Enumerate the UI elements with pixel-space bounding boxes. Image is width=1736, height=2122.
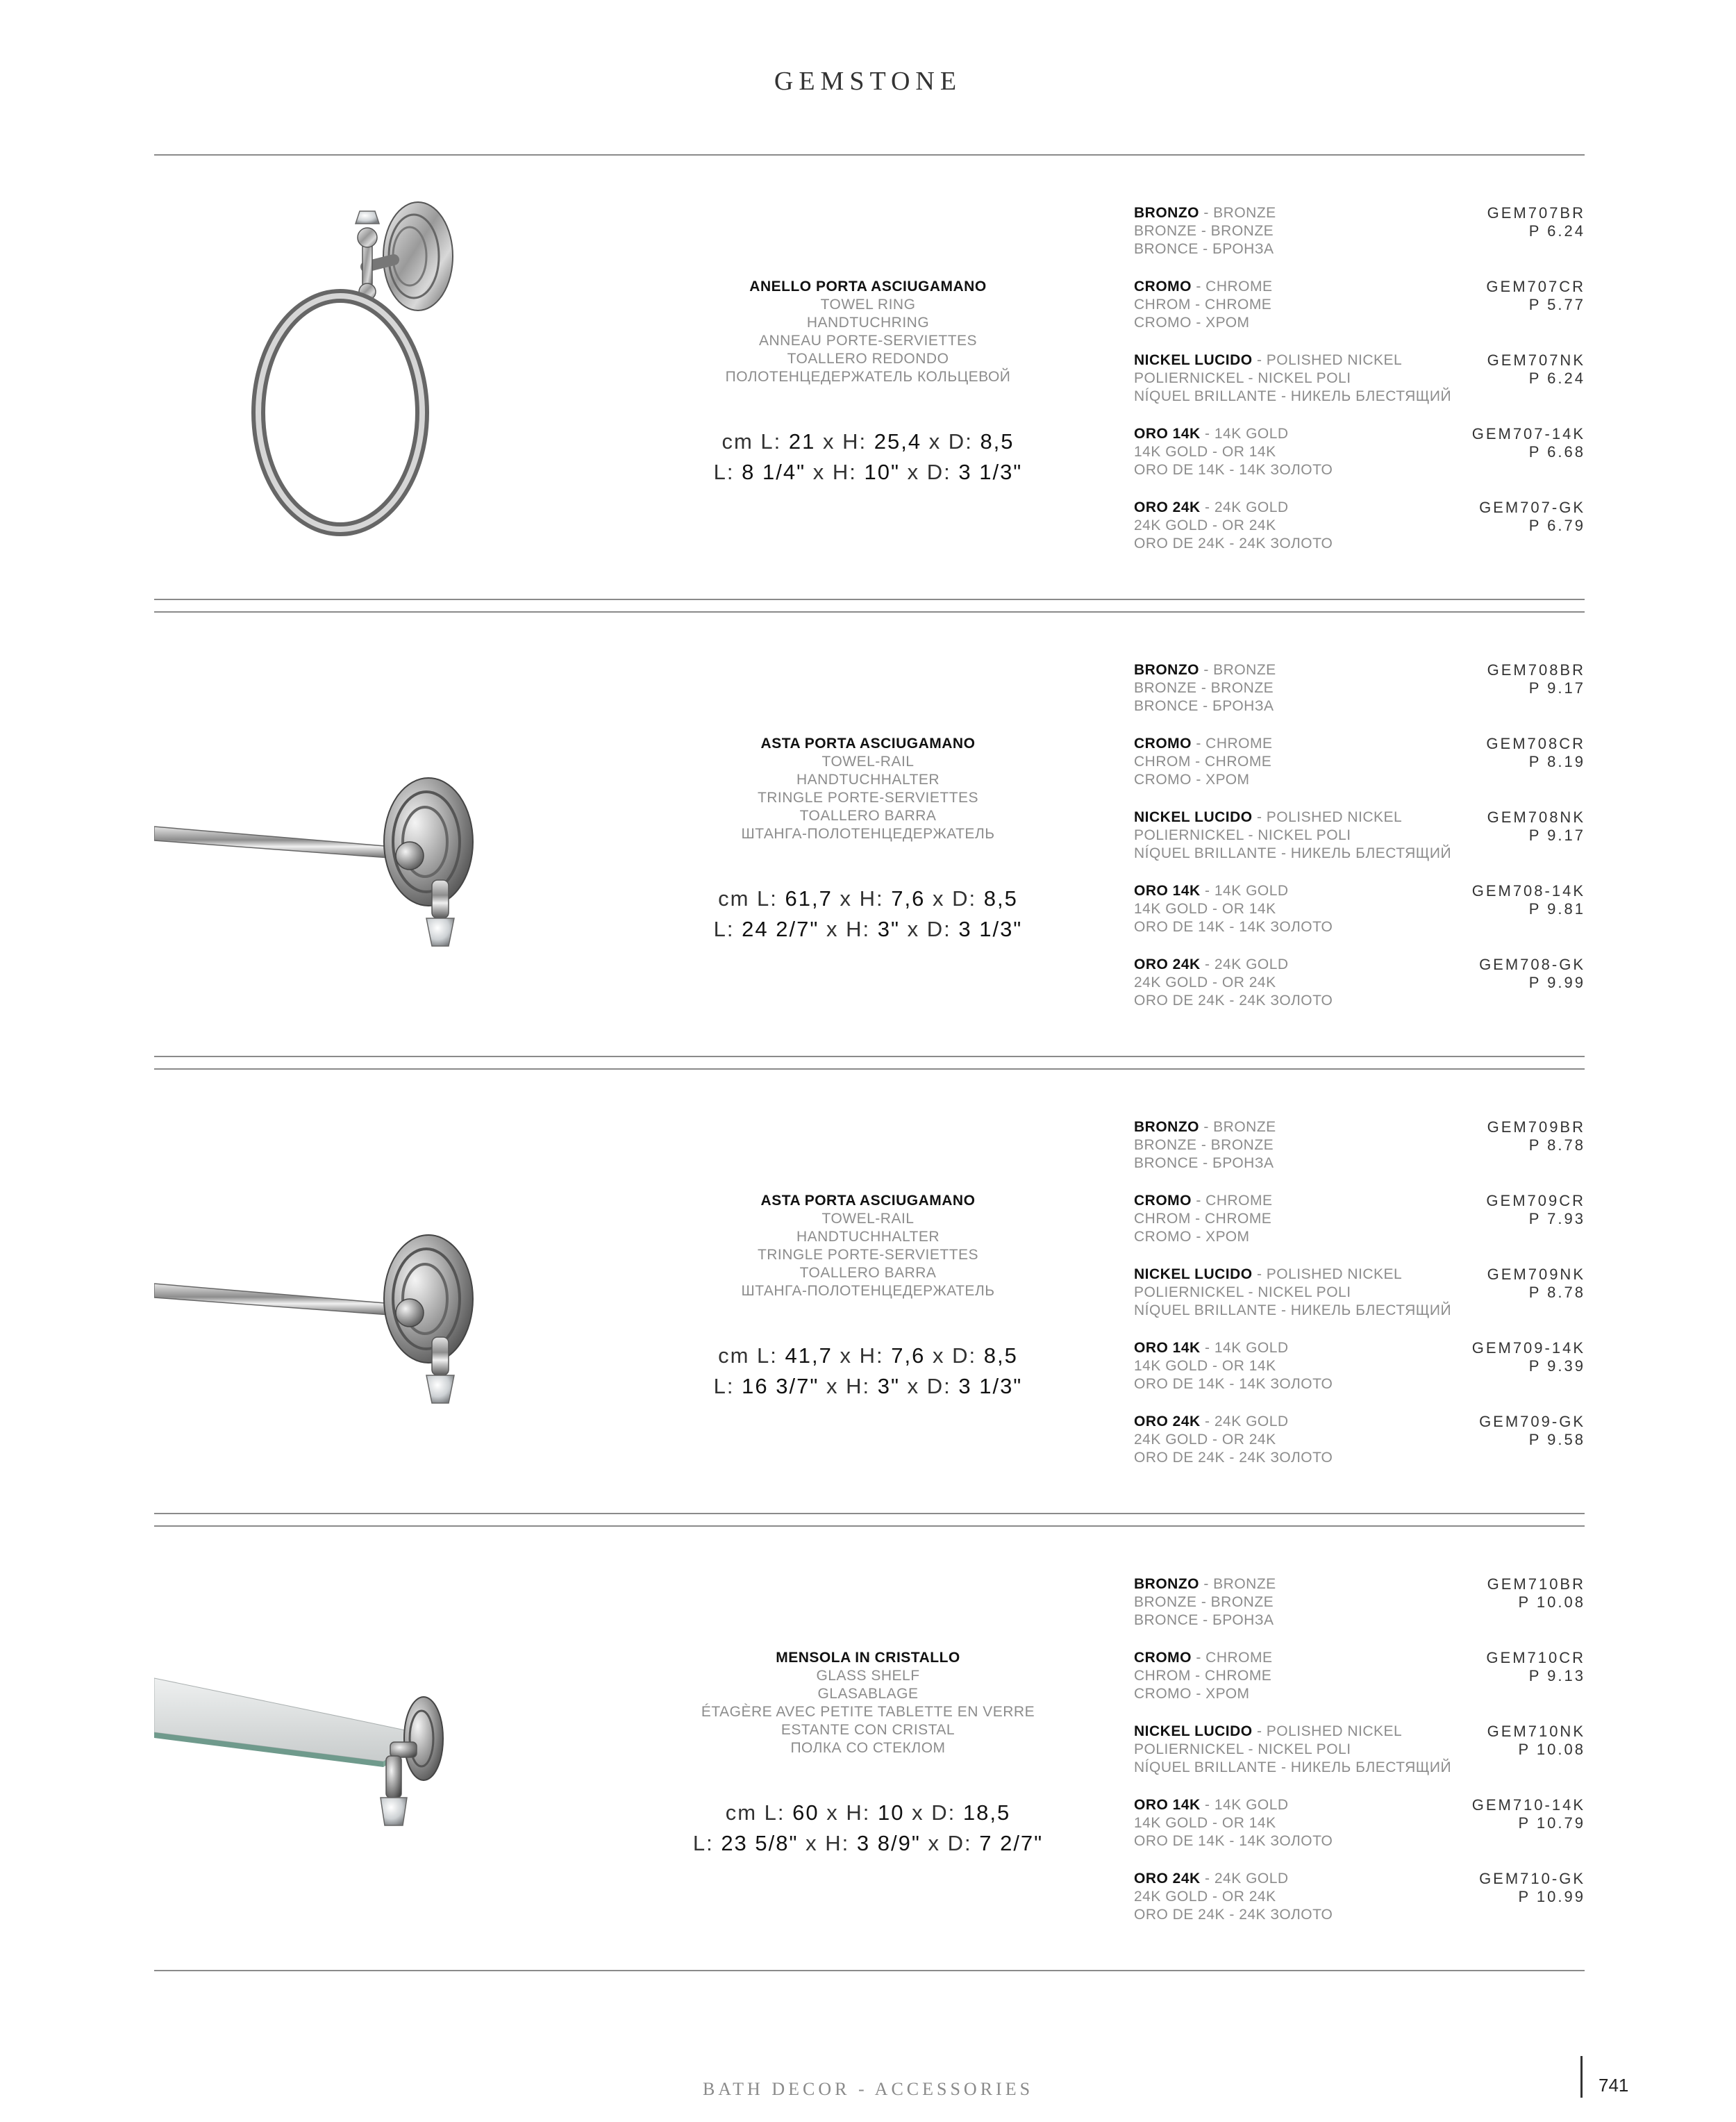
finish-item: CROMO - CHROME CHROM - CHROME CROMO - ХРОМ GEM708CR P 8.19 — [1134, 735, 1585, 788]
dimensions-cm: cm L: 61,7 x H: 7,6 x D: 8,5 — [718, 886, 1018, 911]
product-subtitle: TOWEL-RAIL — [821, 754, 915, 770]
dimensions — [667, 1798, 1069, 1859]
page-number: 741 — [1599, 2075, 1629, 2096]
towel-rail-image — [154, 1070, 585, 1514]
product-subtitle: ESTANTE CON CRISTAL — [781, 1722, 955, 1738]
price: P 9.17 — [1528, 679, 1585, 697]
product-section — [0, 156, 1736, 600]
towel-rail-image — [154, 613, 585, 1057]
product-section — [0, 1070, 1736, 1514]
price: P 6.24 — [1528, 370, 1585, 387]
dimensions-cm: cm L: 21 x H: 25,4 x D: 8,5 — [721, 429, 1015, 454]
price: P 10.79 — [1518, 1814, 1585, 1832]
dimensions-inch: L: 16 3/7" x H: 3" x D: 3 1/3" — [713, 1374, 1023, 1398]
product-code: GEM707-GK — [1479, 499, 1585, 516]
product-code: GEM709-GK — [1479, 1413, 1585, 1430]
product-name: ASTA PORTA ASCIUGAMANO — [760, 1193, 976, 1209]
price: P 9.58 — [1528, 1431, 1585, 1448]
product-code: GEM710-GK — [1479, 1870, 1585, 1887]
dimensions-inch: L: 8 1/4" x H: 10" x D: 3 1/3" — [713, 460, 1023, 484]
price: P 8.78 — [1528, 1284, 1585, 1301]
finish-item: ORO 24K - 24K GOLD 24K GOLD - OR 24K ORO DE 24K - 24K ЗОЛОТО GEM709-GK P 9.58 — [1134, 1413, 1585, 1466]
product-subtitle: TOALLERO BARRA — [799, 808, 937, 824]
finish-item: CROMO - CHROME CHROM - CHROME CROMO - ХРОМ GEM710CR P 9.13 — [1134, 1649, 1585, 1702]
dimensions — [667, 1341, 1069, 1402]
product-subtitle: ШТАНГА-ПОЛОТЕНЦЕДЕРЖАТЕЛЬ — [741, 1283, 995, 1299]
price: P 10.08 — [1518, 1593, 1585, 1611]
finish-item: NICKEL LUCIDO - POLISHED NICKEL POLIERNICKEL - NICKEL POLI NÍQUEL BRILLANTE - НИКЕЛЬ БЛЕСТЯЩИЙ GEM707NK P 6.24 — [1134, 351, 1585, 404]
finish-item: ORO 24K - 24K GOLD 24K GOLD - OR 24K ORO DE 24K - 24K ЗОЛОТО GEM707-GK P 6.79 — [1134, 499, 1585, 552]
product-code: GEM707-14K — [1471, 425, 1585, 442]
price: P 10.99 — [1518, 1888, 1585, 1905]
product-code: GEM708BR — [1487, 661, 1585, 679]
dimensions — [667, 426, 1069, 488]
product-subtitle: HANDTUCHHALTER — [796, 772, 940, 788]
price: P 9.17 — [1528, 827, 1585, 844]
dimensions-inch: L: 24 2/7" x H: 3" x D: 3 1/3" — [713, 917, 1023, 941]
product-subtitle: TOALLERO BARRA — [799, 1265, 937, 1281]
product-code: GEM710BR — [1487, 1575, 1585, 1593]
price: P 9.13 — [1528, 1667, 1585, 1684]
price: P 8.19 — [1528, 753, 1585, 770]
product-code: GEM707BR — [1487, 204, 1585, 222]
product-info — [667, 1070, 1069, 1514]
product-name: MENSOLA IN CRISTALLO — [776, 1650, 960, 1666]
product-code: GEM709BR — [1487, 1118, 1585, 1136]
page-title: GEMSTONE — [774, 67, 962, 96]
dimensions-inch: L: 23 5/8" x H: 3 8/9" x D: 7 2/7" — [692, 1831, 1044, 1855]
price: P 5.77 — [1528, 296, 1585, 313]
finish-item: NICKEL LUCIDO - POLISHED NICKEL POLIERNICKEL - NICKEL POLI NÍQUEL BRILLANTE - НИКЕЛЬ БЛЕСТЯЩИЙ GEM708NK P 9.17 — [1134, 809, 1585, 861]
price: P 7.93 — [1528, 1210, 1585, 1227]
footer-section-label: BATH DECOR - ACCESSORIES — [702, 2079, 1034, 2099]
product-subtitle: TOALLERO REDONDO — [787, 351, 949, 367]
product-subtitle: ÉTAGÈRE AVEC PETITE TABLETTE EN VERRE — [701, 1704, 1035, 1720]
finish-item: BRONZO - BRONZE BRONZE - BRONZE BRONCE - БРОНЗА GEM708BR P 9.17 — [1134, 661, 1585, 714]
product-subtitle: HANDTUCHRING — [806, 315, 930, 331]
finish-item: ORO 14K - 14K GOLD 14K GOLD - OR 14K ORO DE 14K - 14K ЗОЛОТО GEM708-14K P 9.81 — [1134, 882, 1585, 935]
finish-item: BRONZO - BRONZE BRONZE - BRONZE BRONCE - БРОНЗА GEM709BR P 8.78 — [1134, 1118, 1585, 1171]
price: P 9.81 — [1528, 900, 1585, 918]
glass-shelf-image — [154, 1527, 585, 1971]
product-code: GEM709-14K — [1471, 1339, 1585, 1357]
product-subtitle: TRINGLE PORTE-SERVIETTES — [757, 1247, 979, 1263]
price: P 6.68 — [1528, 443, 1585, 461]
product-code: GEM708NK — [1487, 809, 1585, 826]
price: P 10.08 — [1518, 1741, 1585, 1758]
finish-item: ORO 14K - 14K GOLD 14K GOLD - OR 14K ORO DE 14K - 14K ЗОЛОТО GEM709-14K P 9.39 — [1134, 1339, 1585, 1392]
price: P 6.79 — [1528, 517, 1585, 534]
product-code: GEM707NK — [1487, 351, 1585, 369]
product-subtitle: ПОЛОТЕНЦЕДЕРЖАТЕЛЬ КОЛЬЦЕВОЙ — [725, 369, 1011, 385]
finish-item: BRONZO - BRONZE BRONZE - BRONZE BRONCE - БРОНЗА GEM707BR P 6.24 — [1134, 204, 1585, 257]
finish-item: NICKEL LUCIDO - POLISHED NICKEL POLIERNICKEL - NICKEL POLI NÍQUEL BRILLANTE - НИКЕЛЬ БЛЕСТЯЩИЙ GEM709NK P 8.78 — [1134, 1266, 1585, 1318]
finish-item: NICKEL LUCIDO - POLISHED NICKEL POLIERNICKEL - NICKEL POLI NÍQUEL BRILLANTE - НИКЕЛЬ БЛЕСТЯЩИЙ GEM710NK P 10.08 — [1134, 1723, 1585, 1775]
product-code: GEM708-14K — [1471, 882, 1585, 900]
product-subtitle: TOWEL RING — [820, 297, 916, 313]
price: P 9.39 — [1528, 1357, 1585, 1375]
product-info — [667, 613, 1069, 1057]
product-info — [667, 1527, 1069, 1971]
product-code: GEM710CR — [1486, 1649, 1585, 1666]
product-subtitle: ШТАНГА-ПОЛОТЕНЦЕДЕРЖАТЕЛЬ — [741, 826, 995, 842]
dimensions-cm: cm L: 60 x H: 10 x D: 18,5 — [725, 1800, 1011, 1825]
finish-item: CROMO - CHROME CHROM - CHROME CROMO - ХРОМ GEM709CR P 7.93 — [1134, 1192, 1585, 1245]
product-code: GEM708CR — [1486, 735, 1585, 752]
product-section — [0, 1527, 1736, 1971]
dimensions — [667, 884, 1069, 945]
finish-item: ORO 24K - 24K GOLD 24K GOLD - OR 24K ORO DE 24K - 24K ЗОЛОТО GEM710-GK P 10.99 — [1134, 1870, 1585, 1923]
finish-item: CROMO - CHROME CHROM - CHROME CROMO - ХРОМ GEM707CR P 5.77 — [1134, 278, 1585, 331]
finish-item: ORO 24K - 24K GOLD 24K GOLD - OR 24K ORO DE 24K - 24K ЗОЛОТО GEM708-GK P 9.99 — [1134, 956, 1585, 1009]
product-code: GEM707CR — [1486, 278, 1585, 295]
towel-ring-image — [154, 156, 585, 600]
product-subtitle: GLASABLAGE — [817, 1686, 919, 1702]
dimensions-cm: cm L: 41,7 x H: 7,6 x D: 8,5 — [718, 1343, 1018, 1368]
price: P 6.24 — [1528, 222, 1585, 240]
product-subtitle: ANNEAU PORTE-SERVIETTES — [758, 333, 978, 349]
product-subtitle: TRINGLE PORTE-SERVIETTES — [757, 790, 979, 806]
product-subtitle: GLASS SHELF — [816, 1668, 920, 1684]
product-name: ANELLO PORTA ASCIUGAMANO — [749, 279, 987, 295]
product-subtitle: HANDTUCHHALTER — [796, 1229, 940, 1245]
footer-divider — [1580, 2056, 1583, 2098]
finish-item: BRONZO - BRONZE BRONZE - BRONZE BRONCE - БРОНЗА GEM710BR P 10.08 — [1134, 1575, 1585, 1628]
price: P 9.99 — [1528, 974, 1585, 991]
finish-item: ORO 14K - 14K GOLD 14K GOLD - OR 14K ORO DE 14K - 14K ЗОЛОТО GEM707-14K P 6.68 — [1134, 425, 1585, 478]
product-code: GEM710-14K — [1471, 1796, 1585, 1814]
finish-item: ORO 14K - 14K GOLD 14K GOLD - OR 14K ORO DE 14K - 14K ЗОЛОТО GEM710-14K P 10.79 — [1134, 1796, 1585, 1849]
price: P 8.78 — [1528, 1136, 1585, 1154]
product-code: GEM710NK — [1487, 1723, 1585, 1740]
product-code: GEM709NK — [1487, 1266, 1585, 1283]
product-info — [667, 156, 1069, 600]
product-code: GEM708-GK — [1479, 956, 1585, 973]
product-section — [0, 613, 1736, 1057]
product-subtitle: ПОЛКА СО СТЕКЛОМ — [790, 1740, 946, 1756]
product-subtitle: TOWEL-RAIL — [821, 1211, 915, 1227]
product-code: GEM709CR — [1486, 1192, 1585, 1209]
product-name: ASTA PORTA ASCIUGAMANO — [760, 736, 976, 752]
